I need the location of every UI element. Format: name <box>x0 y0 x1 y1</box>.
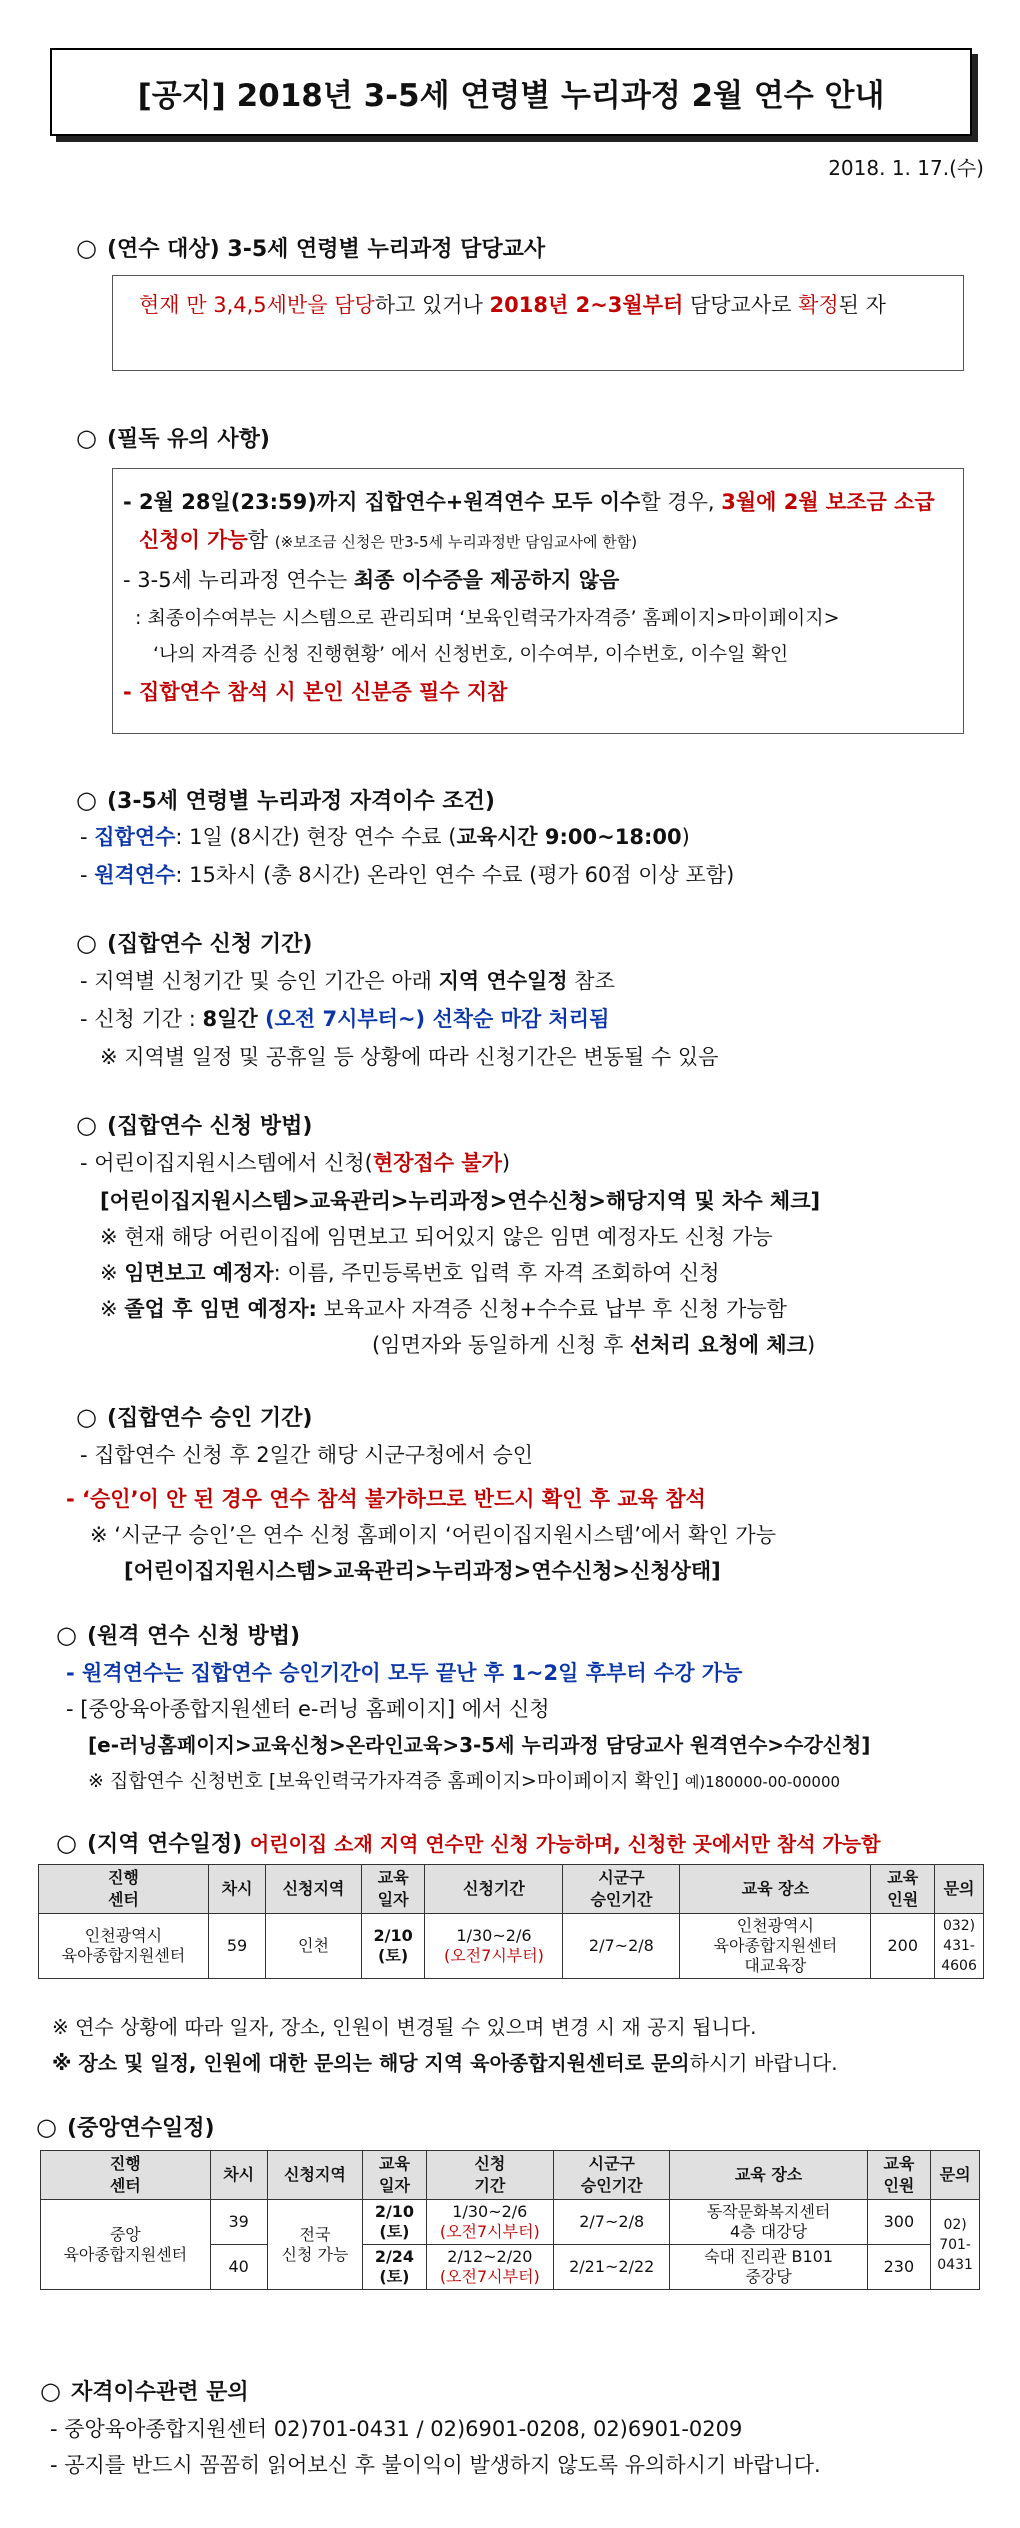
apply-period-line-2: - 신청 기간 : 8일간 (오전 7시부터~) 선착순 마감 처리됨 <box>80 1007 610 1031</box>
central-header-row <box>41 2151 980 2200</box>
bullet-circle-icon: ○ <box>76 1403 97 1431</box>
caution-line-3: - 3-5세 누리과정 연수는 최종 이수증을 제공하지 않음 <box>123 568 620 592</box>
header-date: 교육 일자 <box>363 2151 427 2200</box>
bullet-circle-icon: ○ <box>76 1111 97 1139</box>
bullet-circle-icon: ○ <box>76 786 97 814</box>
regional-note-2: ※ 장소 및 일정, 인원에 대한 문의는 해당 지역 육아종합지원센터로 문의하시기 바랍니다. <box>52 2051 838 2075</box>
central-schedule-table <box>40 2150 980 2290</box>
cell-capacity: 230 <box>867 2245 931 2290</box>
header-period: 신청기간 <box>425 1865 563 1914</box>
cell-date <box>363 2245 427 2290</box>
cell-period-value: 2/12~2/20 <box>447 2247 533 2266</box>
cell-period-note: (오전7시부터) <box>443 1946 544 1965</box>
notice-date: 2018. 1. 17.(수) <box>828 156 984 180</box>
section-apply-period-heading: ○ (집합연수 신청 기간) <box>76 929 313 957</box>
cell-contact: 032) 431- 4606 <box>935 1914 984 1979</box>
approval-line-1: - 집합연수 신청 후 2일간 해당 시군구청에서 승인 <box>80 1443 534 1467</box>
section-regional-heading: ○ (지역 연수일정) 어린이집 소재 지역 연수만 신청 가능하며, 신청한 곳에서만 참석 가능함 <box>56 1829 881 1857</box>
header-contact: 문의 <box>935 1865 984 1914</box>
approval-line-4: [어린이집지원시스템>교육관리>누리과정>연수신청>신청상태] <box>124 1559 721 1583</box>
header-session: 차시 <box>210 2151 267 2200</box>
header-region: 신청지역 <box>266 1865 362 1914</box>
header-place: 교육 장소 <box>680 1865 871 1914</box>
online-line-1: - 원격연수는 집합연수 승인기간이 모두 끝난 후 1~2일 후부터 수강 가능 <box>66 1661 743 1685</box>
header-region: 신청지역 <box>267 2151 362 2200</box>
inquiry-line-2: - 공지를 반드시 꼼꼼히 읽어보신 후 불이익이 발생하지 않도록 유의하시기 바랍니다. <box>50 2453 821 2477</box>
cell-date-day: (토) <box>378 1946 409 1965</box>
cell-period <box>426 2200 553 2245</box>
section-caution-heading: ○ (필독 유의 사항) <box>76 424 270 452</box>
cell-date <box>361 1914 425 1979</box>
caution-line-6: - 집합연수 참석 시 본인 신분증 필수 지참 <box>123 680 508 704</box>
apply-method-line-6: (임면자와 동일하게 신청 후 선처리 요청에 체크) <box>372 1333 816 1357</box>
section-online-heading: ○ (원격 연수 신청 방법) <box>56 1621 301 1649</box>
header-capacity: 교육 인원 <box>871 1865 935 1914</box>
regional-header-row <box>39 1865 984 1914</box>
cell-approval: 2/7~2/8 <box>553 2200 670 2245</box>
cell-date <box>363 2200 427 2245</box>
online-line-3: [e-러닝홈페이지>교육신청>온라인교육>3-5세 누리과정 담당교사 원격연수>수강신청] <box>88 1733 871 1757</box>
section-target-heading: ○ (연수 대상) 3-5세 연령별 누리과정 담당교사 <box>76 234 546 262</box>
notice-title: [공지] 2018년 3-5세 연령별 누리과정 2월 연수 안내 <box>137 77 885 114</box>
cell-center: 인천광역시 육아종합지원센터 <box>39 1914 209 1979</box>
online-line-4: ※ 집합연수 신청번호 [보육인력국가자격증 홈페이지>마이페이지 확인] 예)180000-00-00000 <box>88 1770 841 1792</box>
cell-session: 59 <box>208 1914 265 1979</box>
cell-period <box>425 1914 563 1979</box>
caution-line-2: 신청이 가능함 (※보조금 신청은 만3-5세 누리과정반 담임교사에 한함) <box>139 528 638 552</box>
cell-contact: 02) 701- 0431 <box>931 2200 980 2290</box>
cell-place: 동작문화복지센터 4층 대강당 <box>670 2200 867 2245</box>
regional-schedule-table <box>38 1864 984 1979</box>
cell-approval: 2/21~2/22 <box>553 2245 670 2290</box>
cell-date-value: 2/10 <box>374 2202 415 2221</box>
cell-date-value: 2/10 <box>373 1926 413 1945</box>
bullet-circle-icon: ○ <box>76 424 97 452</box>
cell-place: 인천광역시 육아종합지원센터 대교육장 <box>680 1914 871 1979</box>
bullet-circle-icon: ○ <box>76 234 97 262</box>
cell-date-value: 2/24 <box>374 2247 415 2266</box>
conditions-line-1: - 집합연수: 1일 (8시간) 현장 연수 수료 (교육시간 9:00~18:00) <box>80 825 690 849</box>
target-box <box>112 275 964 371</box>
cell-period-note: (오전7시부터) <box>439 2267 540 2286</box>
cell-capacity: 200 <box>871 1914 935 1979</box>
regional-note-1: ※ 연수 상황에 따라 일자, 장소, 인원이 변경될 수 있으며 변경 시 재 공지 됩니다. <box>52 2015 757 2039</box>
caution-line-1: - 2월 28일(23:59)까지 집합연수+원격연수 모두 이수할 경우, 3월에 2월 보조금 소급 <box>123 490 935 514</box>
caution-box <box>112 468 964 734</box>
header-period: 신청 기간 <box>426 2151 553 2200</box>
header-date: 교육 일자 <box>361 1865 425 1914</box>
cell-date-day: (토) <box>379 2222 410 2241</box>
cell-session: 39 <box>210 2200 267 2245</box>
header-capacity: 교육 인원 <box>867 2151 931 2200</box>
header-place: 교육 장소 <box>670 2151 867 2200</box>
approval-line-3: ※ ‘시군구 승인’은 연수 신청 홈페이지 ‘어린이집지원시스템’에서 확인 가능 <box>90 1523 776 1547</box>
section-inquiry-heading: ○ 자격이수관련 문의 <box>40 2377 249 2405</box>
conditions-line-2: - 원격연수: 15차시 (총 8시간) 온라인 연수 수료 (평가 60점 이상 포함) <box>80 863 735 887</box>
apply-method-line-2: [어린이집지원시스템>교육관리>누리과정>연수신청>해당지역 및 차수 체크] <box>100 1189 821 1213</box>
header-center: 진행 센터 <box>41 2151 211 2200</box>
section-conditions-heading: ○ (3-5세 연령별 누리과정 자격이수 조건) <box>76 786 495 814</box>
apply-method-line-1: - 어린이집지원시스템에서 신청(현장접수 불가) <box>80 1151 511 1175</box>
table-row <box>41 2200 980 2245</box>
cell-region: 인천 <box>266 1914 362 1979</box>
section-central-heading: ○ (중앙연수일정) <box>36 2113 215 2141</box>
header-approval: 시군구 승인기간 <box>563 1865 680 1914</box>
approval-line-2: - ‘승인’이 안 된 경우 연수 참석 불가하므로 반드시 확인 후 교육 참석 <box>66 1487 706 1511</box>
header-center: 진행 센터 <box>39 1865 209 1914</box>
header-contact: 문의 <box>931 2151 980 2200</box>
section-approval-heading: ○ (집합연수 승인 기간) <box>76 1403 313 1431</box>
table-row <box>39 1914 984 1979</box>
bullet-circle-icon: ○ <box>76 929 97 957</box>
apply-method-line-3: ※ 현재 해당 어린이집에 임면보고 되어있지 않은 임면 예정자도 신청 가능 <box>100 1225 773 1249</box>
cell-approval: 2/7~2/8 <box>563 1914 680 1979</box>
header-approval: 시군구 승인기간 <box>553 2151 670 2200</box>
inquiry-line-1: - 중앙육아종합지원센터 02)701-0431 / 02)6901-0208, 02)6901-0209 <box>50 2417 743 2441</box>
bullet-circle-icon: ○ <box>36 2113 57 2141</box>
cell-period-note: (오전7시부터) <box>439 2222 540 2241</box>
cell-region: 전국 신청 가능 <box>267 2200 362 2290</box>
apply-method-line-5: ※ 졸업 후 임면 예정자: 보육교사 자격증 신청+수수료 납부 후 신청 가능함 <box>100 1297 787 1321</box>
target-text: 현재 만 3,4,5세반을 담당하고 있거나 2018년 2~3월부터 담당교사로 확정된 자 <box>139 293 886 317</box>
online-line-2: - [중앙육아종합지원센터 e-러닝 홈페이지] 에서 신청 <box>66 1697 550 1721</box>
cell-date-day: (토) <box>379 2267 410 2286</box>
cell-place: 숙대 진리관 B101 중강당 <box>670 2245 867 2290</box>
cell-session: 40 <box>210 2245 267 2290</box>
header-session: 차시 <box>208 1865 265 1914</box>
section-apply-method-heading: ○ (집합연수 신청 방법) <box>76 1111 313 1139</box>
cell-center: 중앙 육아종합지원센터 <box>41 2200 211 2290</box>
regional-heading-note: 어린이집 소재 지역 연수만 신청 가능하며, 신청한 곳에서만 참석 가능함 <box>249 1832 881 1856</box>
bullet-circle-icon: ○ <box>40 2377 61 2405</box>
bullet-circle-icon: ○ <box>56 1621 77 1649</box>
apply-method-line-4: ※ 임면보고 예정자: 이름, 주민등록번호 입력 후 자격 조회하여 신청 <box>100 1261 720 1285</box>
cell-capacity: 300 <box>867 2200 931 2245</box>
bullet-circle-icon: ○ <box>56 1829 77 1857</box>
caution-line-4: : 최종이수여부는 시스템으로 관리되며 ‘보육인력국가자격증’ 홈페이지>마이페이지> <box>135 607 840 629</box>
notice-title-box <box>50 48 972 136</box>
cell-period-value: 1/30~2/6 <box>452 2202 528 2221</box>
apply-period-line-3: ※ 지역별 일정 및 공휴일 등 상황에 따라 신청기간은 변동될 수 있음 <box>100 1045 719 1069</box>
cell-period <box>426 2245 553 2290</box>
apply-period-line-1: - 지역별 신청기간 및 승인 기간은 아래 지역 연수일정 참조 <box>80 969 615 993</box>
caution-line-5: ‘나의 자격증 신청 진행현황’ 에서 신청번호, 이수여부, 이수번호, 이수일 확인 <box>153 643 789 665</box>
cell-period-value: 1/30~2/6 <box>456 1926 532 1945</box>
